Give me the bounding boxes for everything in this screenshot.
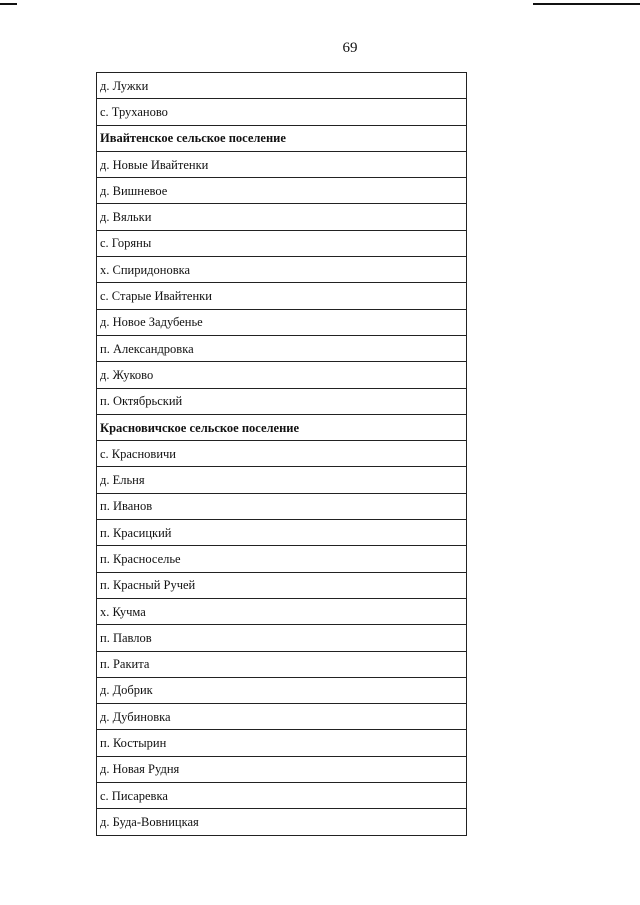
settlement-group-row (97, 125, 467, 151)
settlement-name: д. Ельня (97, 467, 467, 493)
settlement-row (97, 677, 467, 703)
scan-edge-mark-left (0, 3, 17, 5)
settlement-name: п. Павлов (97, 625, 467, 651)
settlement-group-name: Красновичское сельское поселение (97, 414, 467, 440)
settlement-row (97, 809, 467, 835)
settlement-name: п. Красноселье (97, 546, 467, 572)
settlement-row (97, 467, 467, 493)
settlements-table-body (97, 73, 467, 836)
settlement-row (97, 704, 467, 730)
page-number: 69 (342, 40, 358, 56)
settlement-row (97, 783, 467, 809)
settlement-row (97, 520, 467, 546)
settlement-row (97, 546, 467, 572)
settlement-row (97, 441, 467, 467)
settlement-name: х. Кучма (97, 598, 467, 624)
settlement-name: п. Иванов (97, 493, 467, 519)
settlement-group-name: Ивайтенское сельское поселение (97, 125, 467, 151)
settlement-name: д. Жуково (97, 362, 467, 388)
settlement-name: с. Писаревка (97, 783, 467, 809)
settlement-name: д. Новая Рудня (97, 756, 467, 782)
settlement-row (97, 756, 467, 782)
settlement-name: п. Александровка (97, 335, 467, 361)
settlements-table (96, 72, 467, 836)
settlement-row (97, 257, 467, 283)
settlement-row (97, 625, 467, 651)
settlement-row (97, 178, 467, 204)
settlement-row (97, 730, 467, 756)
settlement-name: х. Спиридоновка (97, 257, 467, 283)
settlement-row (97, 204, 467, 230)
settlement-row (97, 572, 467, 598)
settlement-name: п. Ракита (97, 651, 467, 677)
settlement-name: с. Старые Ивайтенки (97, 283, 467, 309)
scan-edge-mark-right (533, 3, 640, 5)
settlement-row (97, 99, 467, 125)
settlement-row (97, 388, 467, 414)
settlement-name: д. Добрик (97, 677, 467, 703)
settlement-name: п. Октябрьский (97, 388, 467, 414)
settlement-row (97, 230, 467, 256)
settlement-name: д. Новые Ивайтенки (97, 151, 467, 177)
settlement-name: д. Новое Задубенье (97, 309, 467, 335)
settlement-name: д. Вяльки (97, 204, 467, 230)
settlement-name: п. Красный Ручей (97, 572, 467, 598)
settlement-name: с. Труханово (97, 99, 467, 125)
settlement-name: п. Красицкий (97, 520, 467, 546)
settlement-row (97, 651, 467, 677)
settlement-name: с. Красновичи (97, 441, 467, 467)
settlement-row (97, 283, 467, 309)
settlement-name: д. Лужки (97, 73, 467, 99)
settlement-row (97, 362, 467, 388)
settlement-row (97, 151, 467, 177)
settlement-row (97, 493, 467, 519)
settlement-name: д. Дубиновка (97, 704, 467, 730)
settlement-row (97, 73, 467, 99)
settlement-row (97, 598, 467, 624)
settlement-name: д. Буда-Вовницкая (97, 809, 467, 835)
settlement-name: п. Костырин (97, 730, 467, 756)
settlement-row (97, 335, 467, 361)
settlement-name: д. Вишневое (97, 178, 467, 204)
settlement-group-row (97, 414, 467, 440)
settlement-name: с. Горяны (97, 230, 467, 256)
settlement-row (97, 309, 467, 335)
